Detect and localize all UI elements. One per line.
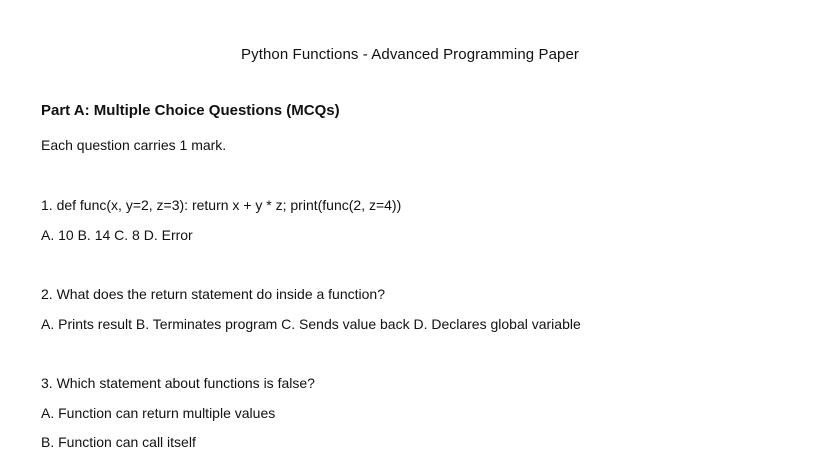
question-3-option-b: B. Function can call itself (41, 434, 196, 450)
question-3-text: 3. Which statement about functions is false? (41, 375, 315, 391)
question-3-option-a: A. Function can return multiple values (41, 405, 276, 421)
instructions-text: Each question carries 1 mark. (41, 137, 227, 153)
section-heading: Part A: Multiple Choice Questions (MCQs) (41, 102, 340, 119)
question-1-text: 1. def func(x, y=2, z=3): return x + y * z; print(func(2, z=4)) (41, 197, 402, 213)
page-title: Python Functions - Advanced Programming Paper (240, 46, 579, 63)
question-1-options: A. 10 B. 14 C. 8 D. Error (41, 227, 193, 243)
question-2-text: 2. What does the return statement do inside a function? (41, 286, 385, 302)
question-2-options: A. Prints result B. Terminates program C. Sends value back D. Declares global variable (41, 316, 581, 332)
